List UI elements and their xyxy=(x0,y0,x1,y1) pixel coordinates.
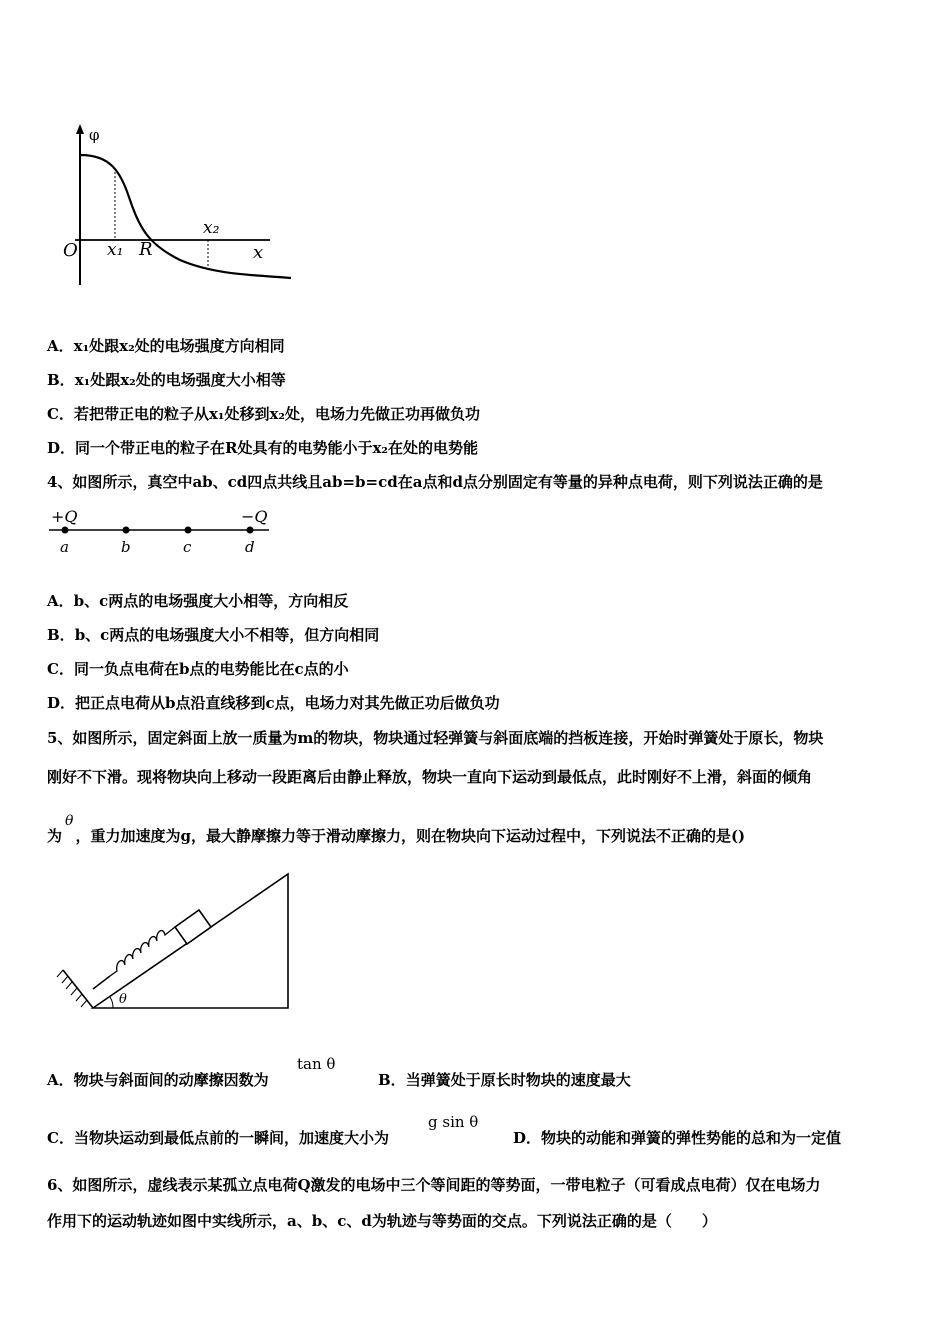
q5-stem-line2: 刚好不下滑。现将物块向上移动一段距离后由静止释放，物块一直向下运动到最低点，此时刚好不上滑，斜面的倾角 xyxy=(47,768,813,786)
label-c: c xyxy=(183,538,192,556)
x-axis-label: x xyxy=(253,242,264,263)
option-text: b、c两点的电场强度大小不相等，但方向相同 xyxy=(74,626,380,644)
point-c xyxy=(185,527,192,534)
plus-q-label: +Q xyxy=(51,507,78,526)
q3-option-d xyxy=(47,438,478,458)
label-d: d xyxy=(245,538,255,556)
option-key: B． xyxy=(47,371,75,389)
label-a: a xyxy=(60,538,69,556)
stem-prefix: 为 xyxy=(47,827,63,845)
block xyxy=(175,910,211,944)
q5-option-d xyxy=(513,1128,841,1148)
origin-label: O xyxy=(63,240,78,261)
option-text: 同一个带正电的粒子在R处具有的电势能小于x₂在处的电势能 xyxy=(75,439,478,457)
angle-label: θ xyxy=(119,992,127,1007)
stem-suffix: ，重力加速度为g，最大静摩擦力等于滑动摩擦力，则在物块向下运动过程中，下列说法不正确的是() xyxy=(75,827,746,845)
option-text: 若把带正电的粒子从x₁处移到x₂处，电场力先做正功再做负功 xyxy=(73,405,480,423)
q3-option-c xyxy=(47,404,480,424)
spring xyxy=(110,927,175,976)
angle-arc xyxy=(110,997,113,1008)
q5-stem-line3 xyxy=(47,813,746,847)
q3-option-a xyxy=(47,336,285,356)
spring-plate xyxy=(93,976,110,989)
minus-q-label: −Q xyxy=(241,507,268,526)
q6-stem-line1: 6、如图所示，虚线表示某孤立点电荷Q激发的电场中三个等间距的等势面，一带电粒子（可看成点电荷）仅在电场力 xyxy=(47,1176,821,1194)
option-text: x₁处跟x₂处的电场强度大小相等 xyxy=(74,371,286,389)
q4-stem: 4、如图所示，真空中ab、cd四点共线且ab=b=cd在a点和d点分别固定有等量的异种点电荷，则下列说法正确的是 xyxy=(47,473,823,491)
x1-label: x₁ xyxy=(107,240,124,260)
q3-option-b xyxy=(47,370,286,390)
wall xyxy=(63,970,93,1008)
option-text: 物块与斜面间的动摩擦因数为 xyxy=(73,1071,269,1089)
option-key: C． xyxy=(47,660,74,678)
incline-figure xyxy=(55,870,300,1015)
option-text: 当物块运动到最低点前的一瞬间，加速度大小为 xyxy=(73,1129,389,1147)
option-key: A． xyxy=(47,592,74,610)
x2-label: x₂ xyxy=(203,218,220,238)
charges-figure xyxy=(45,506,285,558)
point-d xyxy=(247,527,254,534)
formula-g-sin-theta: g sin θ xyxy=(428,1113,479,1131)
q4-option-c xyxy=(47,659,349,679)
option-text: 当弹簧处于原长时物块的速度最大 xyxy=(405,1071,631,1089)
option-key: C． xyxy=(47,405,74,423)
option-text: b、c两点的电场强度大小相等，方向相反 xyxy=(73,592,349,610)
option-key: A． xyxy=(47,337,74,355)
label-b: b xyxy=(121,538,131,556)
formula-tan-theta: tan θ xyxy=(297,1055,336,1073)
point-b xyxy=(123,527,130,534)
q4-option-a xyxy=(47,591,348,611)
q4-option-d xyxy=(47,693,500,713)
option-key: D． xyxy=(47,694,76,712)
option-key: D． xyxy=(47,439,76,457)
option-text: x₁处跟x₂处的电场强度方向相同 xyxy=(73,337,285,355)
q5-option-b xyxy=(378,1070,631,1090)
option-key: D． xyxy=(513,1129,542,1147)
q6-stem-line2: 作用下的运动轨迹如图中实线所示，a、b、c、d为轨迹与等势面的交点。下列说法正确的是（ ） xyxy=(47,1212,717,1230)
option-key: B． xyxy=(378,1071,406,1089)
option-key: C． xyxy=(47,1129,74,1147)
option-text: 物块的动能和弹簧的弹性势能的总和为一定值 xyxy=(541,1129,842,1147)
option-text: 把正点电荷从b点沿直线移到c点，电场力对其先做正功后做负功 xyxy=(75,694,500,712)
q5-option-a xyxy=(47,1070,269,1090)
potential-graph xyxy=(55,120,305,290)
theta-symbol: θ xyxy=(65,813,74,829)
option-text: 同一负点电荷在b点的电势能比在c点的小 xyxy=(73,660,349,678)
y-axis-arrow xyxy=(76,124,84,134)
r-label: R xyxy=(139,239,153,260)
q5-stem-line1: 5、如图所示，固定斜面上放一质量为m的物块，物块通过轻弹簧与斜面底端的挡板连接，开始时弹簧处于原长，物块 xyxy=(47,729,824,747)
point-a xyxy=(62,527,69,534)
option-key: A． xyxy=(47,1071,74,1089)
y-axis-label: φ xyxy=(89,126,100,144)
wall-hatching xyxy=(57,970,87,1007)
q4-option-b xyxy=(47,625,379,645)
q5-option-c xyxy=(47,1128,389,1148)
option-key: B． xyxy=(47,626,75,644)
